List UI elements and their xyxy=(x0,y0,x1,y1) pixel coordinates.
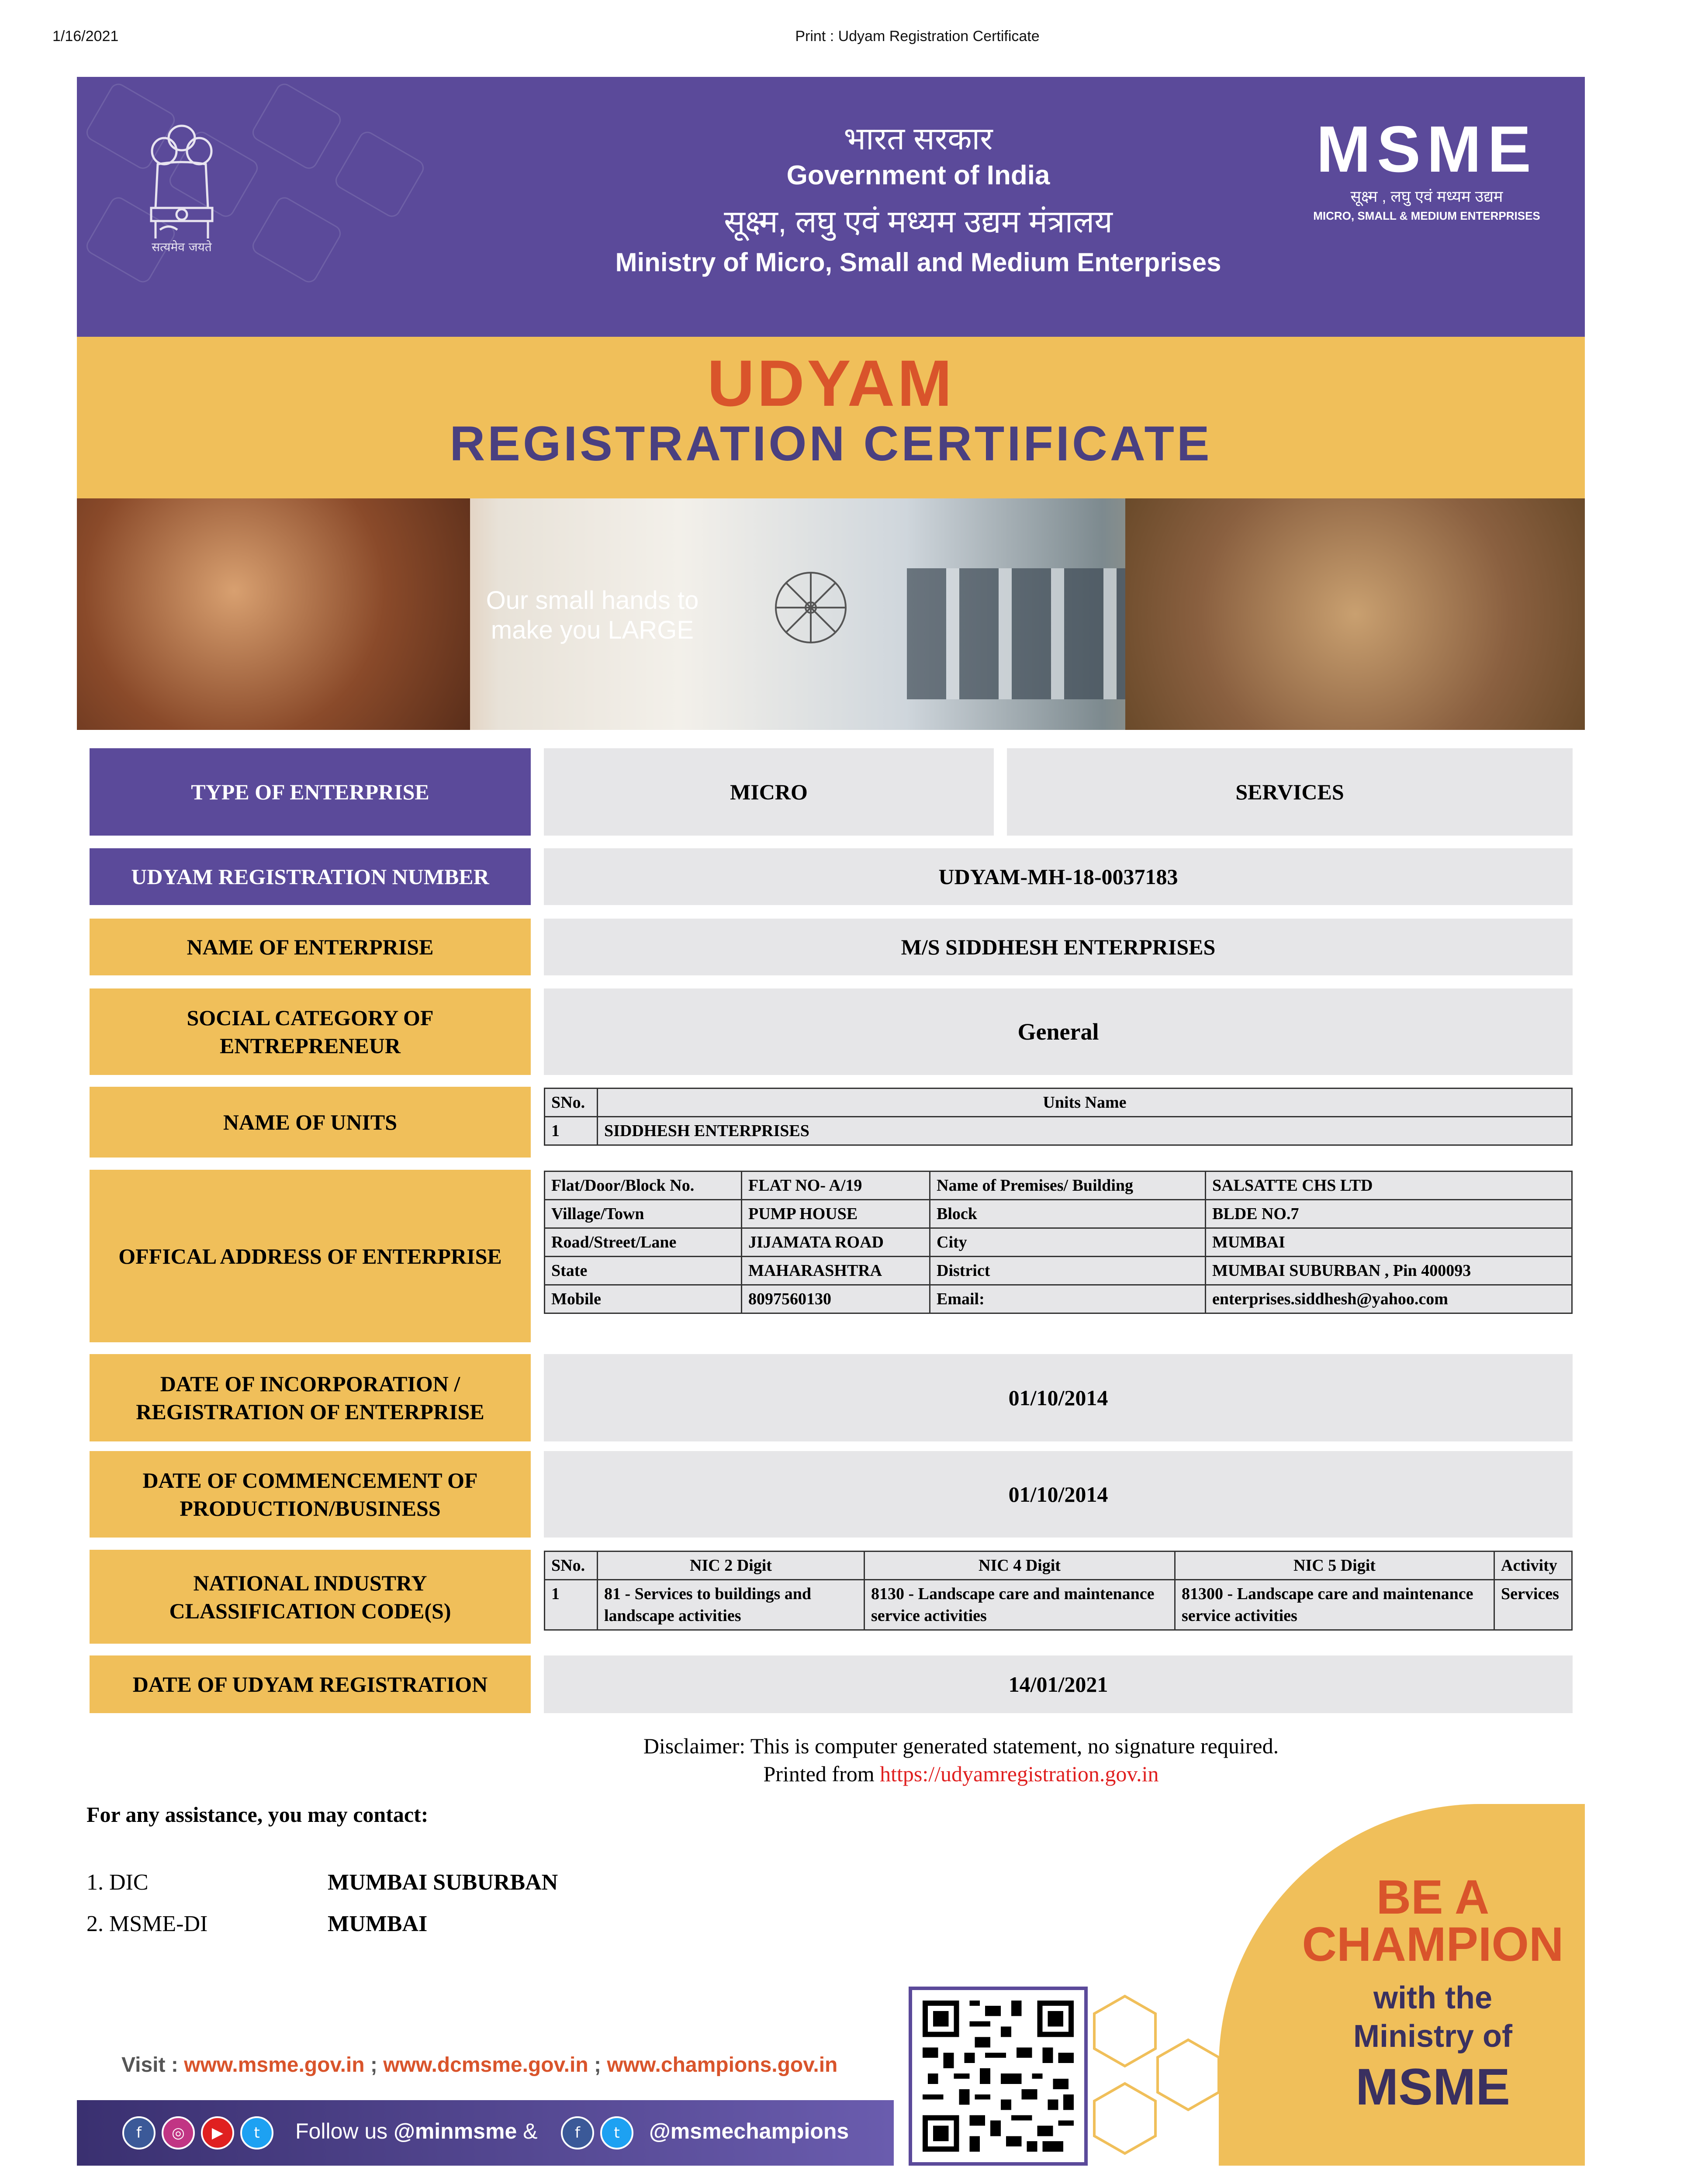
table-row xyxy=(545,1580,1572,1630)
address-cell: City xyxy=(930,1228,1206,1257)
value-name-of-enterprise: M/S SIDDHESH ENTERPRISES xyxy=(544,919,1573,975)
nic-header-2digit: NIC 2 Digit xyxy=(598,1552,865,1580)
table-row xyxy=(545,1171,1572,1200)
address-cell: Name of Premises/ Building xyxy=(930,1171,1206,1200)
handle-minmsme[interactable]: @minmsme xyxy=(394,2119,517,2143)
address-cell: State xyxy=(545,1257,742,1285)
printed-from-label: Printed from xyxy=(763,1762,880,1786)
tagline-line-2: make you LARGE xyxy=(491,616,694,644)
contact-heading: For any assistance, you may contact: xyxy=(86,1802,429,1827)
hindi-ministry: सूक्ष्म, लघु एवं मध्यम उद्यम मंत्रालय xyxy=(724,204,1113,239)
label-nic-codes: NATIONAL INDUSTRY CLASSIFICATION CODE(S) xyxy=(90,1550,531,1644)
nic-cell: Services xyxy=(1494,1580,1572,1630)
address-cell: Block xyxy=(930,1200,1206,1228)
address-cell: Flat/Door/Block No. xyxy=(545,1171,742,1200)
champion-line-1: BE A xyxy=(1376,1870,1490,1924)
contact-value-dic: MUMBAI SUBURBAN xyxy=(328,1870,558,1895)
units-table-header xyxy=(545,1089,1572,1117)
visit-link-dcmsme[interactable]: www.dcmsme.gov.in xyxy=(383,2053,588,2077)
hindi-govt: भारत सरकार xyxy=(844,121,993,156)
nic-cell: 81300 - Landscape care and maintenance service activities xyxy=(1175,1580,1494,1630)
value-enterprise-activity: SERVICES xyxy=(1007,748,1573,836)
youtube-icon[interactable]: ▶ xyxy=(201,2116,234,2149)
address-cell: BLDE NO.7 xyxy=(1206,1200,1572,1228)
banner-tagline xyxy=(470,586,715,645)
print-date: 1/16/2021 xyxy=(52,28,119,45)
registration-certificate-title: REGISTRATION CERTIFICATE xyxy=(450,416,1212,471)
label-official-address: OFFICAL ADDRESS OF ENTERPRISE xyxy=(90,1170,531,1342)
units-header-name: Units Name xyxy=(598,1089,1572,1117)
address-cell: JIJAMATA ROAD xyxy=(742,1228,930,1257)
units-header-sno: SNo. xyxy=(545,1089,598,1117)
address-cell: MAHARASHTRA xyxy=(742,1257,930,1285)
facebook-icon[interactable]: f xyxy=(561,2116,594,2149)
nic-cell: 81 - Services to buildings and landscape activities xyxy=(598,1580,865,1630)
emblem-motto: सत्यमेव जयते xyxy=(152,240,212,254)
print-title: Print : Udyam Registration Certificate xyxy=(795,28,1040,45)
handle-msmechampions[interactable]: @msmechampions xyxy=(649,2119,849,2143)
address-cell: Email: xyxy=(930,1285,1206,1313)
follow-amp: & xyxy=(517,2119,538,2143)
contact-label-msme-di: 2. MSME-DI xyxy=(86,1911,208,1936)
address-cell: FLAT NO- A/19 xyxy=(742,1171,930,1200)
label-date-of-udyam-registration: DATE OF UDYAM REGISTRATION xyxy=(90,1655,531,1713)
label-name-of-enterprise: NAME OF ENTERPRISE xyxy=(90,919,531,975)
banner-photo xyxy=(77,498,1585,730)
nic-table xyxy=(544,1551,1573,1631)
nic-header-4digit: NIC 4 Digit xyxy=(865,1552,1175,1580)
address-cell: Road/Street/Lane xyxy=(545,1228,742,1257)
units-cell-name: SIDDHESH ENTERPRISES xyxy=(598,1117,1572,1145)
banner-header xyxy=(77,77,1585,337)
label-date-of-incorporation: DATE OF INCORPORATION / REGISTRATION OF ENTERPRISE xyxy=(90,1354,531,1441)
visit-sep-2: ; xyxy=(588,2053,607,2077)
govt-of-india: Government of India xyxy=(786,160,1050,190)
table-row xyxy=(545,1285,1572,1313)
address-cell-email: enterprises.siddhesh@yahoo.com xyxy=(1206,1285,1572,1313)
address-cell: District xyxy=(930,1257,1206,1285)
champion-line-2: CHAMPION xyxy=(1302,1918,1564,1971)
nic-cell: 8130 - Landscape care and maintenance service activities xyxy=(865,1580,1175,1630)
address-cell: MUMBAI xyxy=(1206,1228,1572,1257)
label-date-of-commencement: DATE OF COMMENCEMENT OF PRODUCTION/BUSINESS xyxy=(90,1451,531,1538)
msme-logo-hindi: सूक्ष्म , लघु एवं मध्यम उद्यम xyxy=(1350,187,1503,205)
instagram-icon[interactable]: ◎ xyxy=(162,2116,195,2149)
follow-text xyxy=(295,2118,538,2144)
address-cell: PUMP HOUSE xyxy=(742,1200,930,1228)
follow-label: Follow us xyxy=(295,2119,394,2143)
nic-table-header xyxy=(545,1552,1572,1580)
disclaimer-text: Disclaimer: This is computer generated statement, no signature required. xyxy=(643,1734,1279,1758)
value-udyam-registration-number: UDYAM-MH-18-0037183 xyxy=(544,848,1573,905)
visit-link-msme[interactable]: www.msme.gov.in xyxy=(184,2053,365,2077)
units-cell-sno: 1 xyxy=(545,1117,598,1145)
ministry-name: Ministry of Micro, Small and Medium Enterprises xyxy=(615,248,1221,277)
certificate-title-banner xyxy=(77,337,1585,498)
champion-line-4: Ministry of xyxy=(1353,2019,1512,2054)
hex-decoration xyxy=(1092,1987,1223,2167)
visit-label: Visit : xyxy=(121,2053,184,2077)
visit-sep-1: ; xyxy=(364,2053,384,2077)
label-name-of-units: NAME OF UNITS xyxy=(90,1087,531,1158)
label-type-of-enterprise: TYPE OF ENTERPRISE xyxy=(90,748,531,836)
msme-logo-sub: MICRO, SMALL & MEDIUM ENTERPRISES xyxy=(1313,209,1540,222)
visit-link-champions[interactable]: www.champions.gov.in xyxy=(607,2053,838,2077)
footer-social-bar xyxy=(77,2100,894,2166)
table-row xyxy=(545,1257,1572,1285)
value-social-category: General xyxy=(544,988,1573,1075)
emblem-icon xyxy=(134,121,230,260)
nic-header-activity: Activity xyxy=(1494,1552,1572,1580)
champion-line-3: with the xyxy=(1373,1980,1492,2015)
address-cell: 8097560130 xyxy=(742,1285,930,1313)
facebook-icon[interactable]: f xyxy=(122,2116,156,2149)
table-row xyxy=(545,1117,1572,1145)
msme-logo-text: MSME xyxy=(1316,112,1537,186)
address-cell: MUMBAI SUBURBAN , Pin 400093 xyxy=(1206,1257,1572,1285)
printed-from xyxy=(393,1760,1529,1788)
visit-line xyxy=(121,2053,837,2077)
msme-logo xyxy=(1313,112,1540,223)
value-date-of-udyam-registration: 14/01/2021 xyxy=(544,1655,1573,1713)
value-date-of-commencement: 01/10/2014 xyxy=(544,1451,1573,1538)
table-row xyxy=(545,1228,1572,1257)
label-social-category: SOCIAL CATEGORY OF ENTREPRENEUR xyxy=(90,988,531,1075)
twitter-icon[interactable]: t xyxy=(600,2116,633,2149)
table-row xyxy=(545,1200,1572,1228)
value-date-of-incorporation: 01/10/2014 xyxy=(544,1354,1573,1441)
units-table xyxy=(544,1088,1573,1146)
nic-cell: 1 xyxy=(545,1580,598,1630)
qr-code xyxy=(909,1987,1088,2166)
label-udyam-registration-number: UDYAM REGISTRATION NUMBER xyxy=(90,848,531,905)
champion-line-5: MSME xyxy=(1356,2058,1510,2116)
address-table xyxy=(544,1171,1573,1314)
address-cell: Village/Town xyxy=(545,1200,742,1228)
chakra-icon xyxy=(767,564,854,651)
udyam-title: UDYAM xyxy=(707,346,955,420)
printed-from-link[interactable]: https://udyamregistration.gov.in xyxy=(880,1762,1159,1786)
nic-header-5digit: NIC 5 Digit xyxy=(1175,1552,1494,1580)
address-cell: SALSATTE CHS LTD xyxy=(1206,1171,1572,1200)
contact-label-dic: 1. DIC xyxy=(86,1870,149,1895)
nic-header-sno: SNo. xyxy=(545,1552,598,1580)
value-enterprise-type: MICRO xyxy=(544,748,994,836)
twitter-icon[interactable]: t xyxy=(240,2116,273,2149)
tagline-line-1: Our small hands to xyxy=(486,586,699,615)
disclaimer xyxy=(393,1732,1529,1788)
address-cell: Mobile xyxy=(545,1285,742,1313)
contact-value-msme-di: MUMBAI xyxy=(328,1911,428,1936)
champion-badge xyxy=(1219,1804,1585,2166)
